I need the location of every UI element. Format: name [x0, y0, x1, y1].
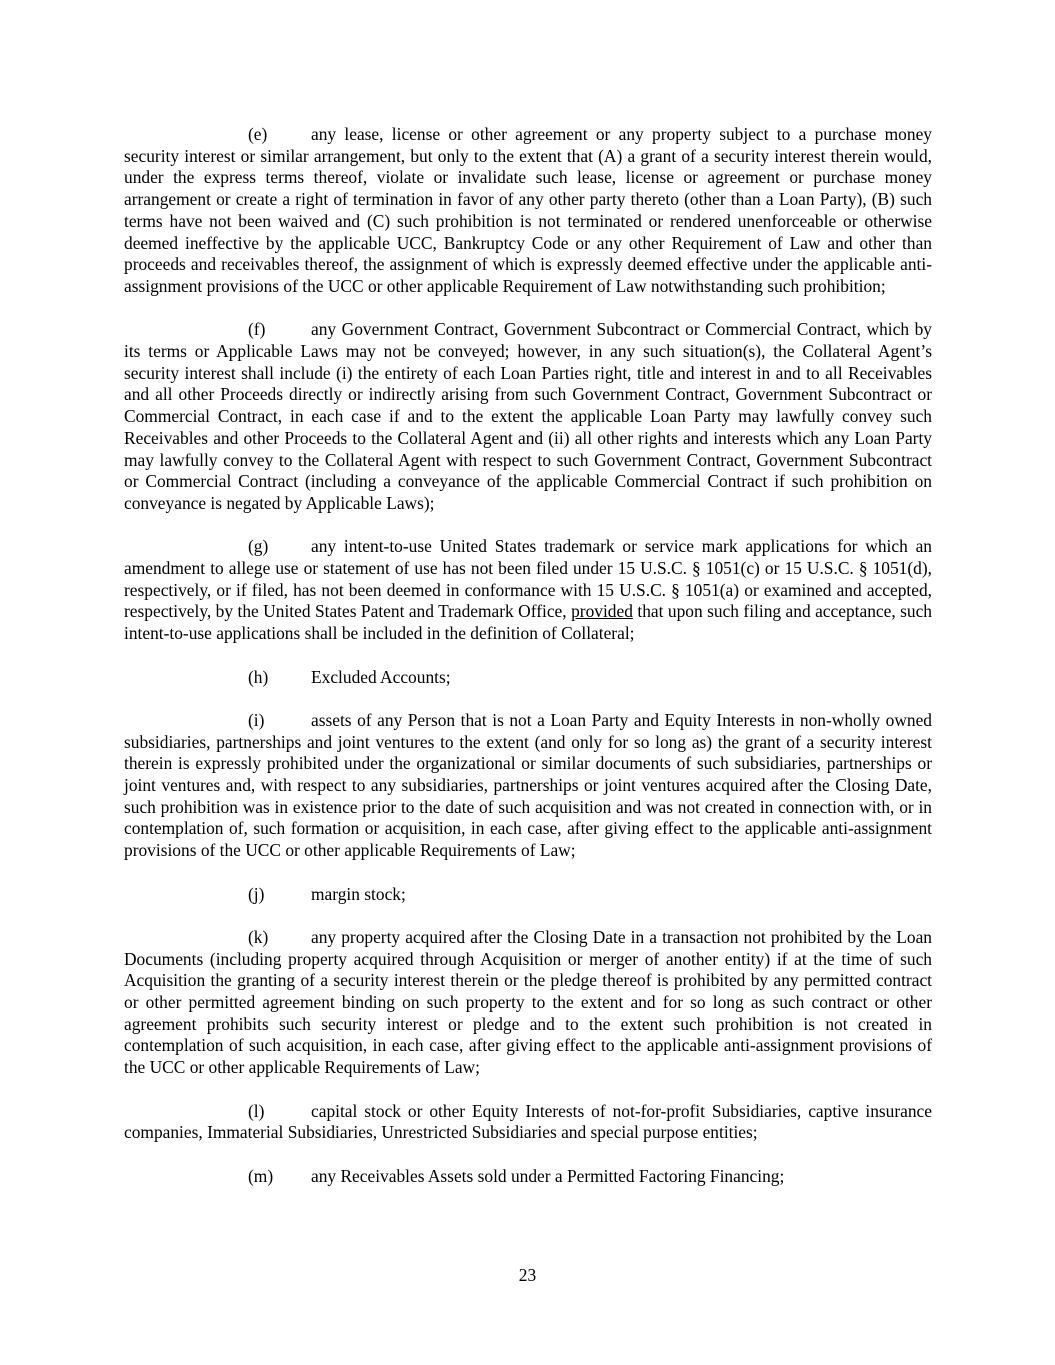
clause-label: (h): [248, 666, 269, 687]
clause-text: any Receivables Assets sold under a Permitted Factoring Financing;: [311, 1165, 785, 1186]
clause-text: margin stock;: [311, 883, 406, 904]
clause-text: Excluded Accounts;: [311, 666, 451, 687]
clause-f: [124, 319, 932, 514]
clause-text: any property acquired after the Closing Date in a transaction not prohibited by the Loan Documents (including property acquired through Acquisition or merger of another entity) if at the time of such Acquisition the granting of a security interest therein or the pledge thereof is prohibited by any permitted contract or other permitted agreement binding on such property to the extent and for so long as such contract or other agreement prohibits such security interest or pledge and to the extent such prohibition is not created in contemplation of such acquisition, in each case, after giving effect to the applicable anti-assignment provisions of the UCC or other applicable Requirements of Law;: [124, 926, 932, 1078]
clause-m: [124, 1166, 932, 1188]
clause-h: [124, 667, 932, 689]
clause-text: capital stock or other Equity Interests of not-for-profit Subsidiaries, captive insurance companies, Immaterial Subsidiaries, Unrestricted Subsidiaries and special purpose entities;: [124, 1100, 932, 1143]
clause-e: [124, 124, 932, 298]
clause-i: [124, 710, 932, 862]
clause-g: [124, 536, 932, 645]
clause-text-before: any intent-to-use United States trademark or service mark applications for which an amendment to allege use or statement of use has not been filed under 15 U.S.C. § 1051(c) or 15 U.S.C. § 1051(d), respectively, or if filed, has not been deemed in conformance with 15 U.S.C. § 1051(a) or examined and accepted, respectively, by the United States Patent and Trademark Office,: [124, 536, 932, 622]
clause-label: (m): [248, 1165, 274, 1186]
clause-l: [124, 1101, 932, 1144]
clause-label: (g): [248, 536, 269, 557]
clause-k: [124, 927, 932, 1079]
clause-j: [124, 884, 932, 906]
clause-label: (f): [248, 319, 266, 340]
clause-label: (e): [248, 124, 268, 144]
provided-term: provided: [571, 601, 633, 622]
clause-text: assets of any Person that is not a Loan Party and Equity Interests in non-wholly owned subsidiaries, partnerships and joint ventures to the extent (and only for so long as) the grant of a security interest therein is expressly prohibited under the organizational or similar documents of such subsidiaries, partnerships or joint ventures and, with respect to any subsidiaries, partnerships or joint ventures acquired after the Closing Date, such prohibition was in existence prior to the date of such acquisition and was not created in connection with, or in contemplation of, such formation or acquisition, in each case, after giving effect to the applicable anti-assignment provisions of the UCC or other applicable Requirements of Law;: [124, 709, 932, 861]
document-body: [124, 124, 932, 1209]
clause-text-after: that upon such filing and acceptance, such intent-to-use applications shall be included in the definition of Collateral;: [124, 601, 932, 644]
page-number: 23: [518, 1265, 537, 1285]
clause-label: (l): [248, 1100, 265, 1121]
clause-label: (i): [248, 709, 265, 730]
clause-text: any lease, license or other agreement or any property subject to a purchase money security interest or similar arrangement, but only to the extent that (A) a grant of a security interest therein would, under the express terms thereof, violate or invalidate such lease, license or agreement or purchase money arrangement or create a right of termination in favor of any other party thereto (other than a Loan Party), (B) such terms have not been waived and (C) such prohibition is not terminated or rendered unenforceable or otherwise deemed ineffective by the applicable UCC, Bankruptcy Code or any other Requirement of Law and other than proceeds and receivables thereof, the assignment of which is expressly deemed effective under the applicable anti-assignment provisions of the UCC or other applicable Requirement of Law notwithstanding such prohibition;: [124, 124, 932, 296]
clause-text: any Government Contract, Government Subcontract or Commercial Contract, which by its terms or Applicable Laws may not be conveyed; however, in any such situation(s), the Collateral Agent’s security interest shall include (i) the entirety of each Loan Parties right, title and interest in and to all Receivables and all other Proceeds directly or indirectly arising from such Government Contract, Government Subcontract or Commercial Contract, in each case if and to the extent the applicable Loan Party may lawfully convey such Receivables and other Proceeds to the Collateral Agent and (ii) all other rights and interests which any Loan Party may lawfully convey to the Collateral Agent with respect to such Government Contract, Government Subcontract or Commercial Contract (including a conveyance of the applicable Commercial Contract if such prohibition on conveyance is negated by Applicable Laws);: [124, 319, 932, 513]
clause-label: (k): [248, 926, 269, 947]
clause-label: (j): [248, 883, 265, 904]
